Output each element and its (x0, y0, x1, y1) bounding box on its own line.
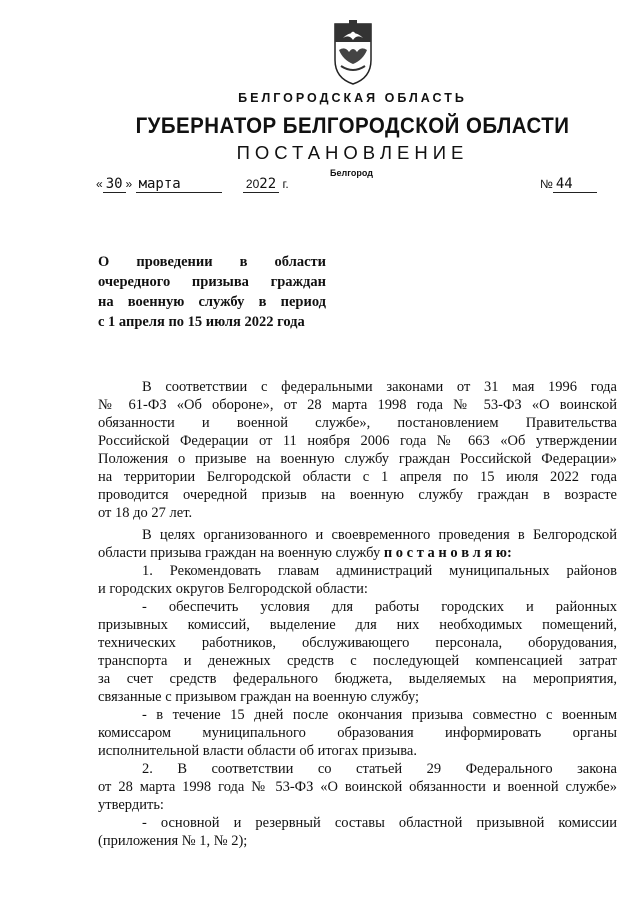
body-line: от 28 марта 1998 года № 53-ФЗ «О воинской обязанности и военной службе» (98, 779, 617, 795)
body-line: обязанности и военной службе», постановлением Правительства (98, 415, 617, 431)
body-line: - в течение 15 дней после окончания призыва совместно с военным (142, 707, 617, 723)
body-line: и городских округов Белгородской области: (98, 581, 368, 597)
document-type-heading: ПОСТАНОВЛЕНИЕ (236, 142, 469, 163)
date-day: 30 (103, 176, 126, 193)
body-line: комиссаром муниципального образования информировать органы (98, 725, 617, 741)
number-label: № (540, 177, 553, 191)
body-line: за счет средств федерального бюджета, выделяемых на мероприятия, (98, 671, 617, 687)
title-line: очередного призыва граждан (98, 274, 326, 290)
body-line: - основной и резервный составы областной призывной комиссии (142, 815, 617, 831)
body-line: Российской Федерации от 11 ноября 2006 года № 663 «Об утверждении (98, 433, 617, 449)
decree-word: п о с т а н о в л я ю: (383, 545, 512, 561)
title-line: с 1 апреля по 15 июля 2022 года (98, 314, 305, 330)
date-year-prefix: 20 (245, 177, 260, 191)
body-line: технических работников, обслуживающего персонала, оборудования, (98, 635, 617, 651)
body-line: 1. Рекомендовать главам администраций муниципальных районов (142, 563, 617, 579)
number-value: 44 (553, 176, 597, 193)
date-quote-open: « (96, 177, 103, 191)
body-line: проводится очередной призыв на военную службу граждан в возрасте (98, 487, 617, 503)
body-line: исполнительной власти области об итогах призыва. (98, 743, 417, 759)
date-quote-close: » (125, 177, 133, 191)
body-line (98, 544, 617, 562)
document-date (96, 176, 289, 193)
document-number (540, 176, 597, 193)
body-line: В целях организованного и своевременного проведения в Белгородской (142, 527, 617, 543)
body-line: (приложения № 1, № 2); (98, 833, 248, 849)
governor-heading: ГУБЕРНАТОР БЕЛГОРОДСКОЙ ОБЛАСТИ (135, 113, 570, 138)
date-year-suffix: 22 (259, 176, 277, 192)
body-line: утвердить: (98, 797, 164, 813)
body-line: - обеспечить условия для работы городских и районных (142, 599, 617, 615)
body-line: транспорта и денежных средств с последующей компенсацией затрат (98, 653, 617, 669)
body-line: связанные с призывом граждан на военную службу; (98, 689, 420, 705)
body-line: Положения о призыве на военную службу граждан Российской Федерации» (98, 451, 617, 467)
body-line: призывных комиссий, выделение для них необходимых помещений, (98, 617, 617, 633)
document-body (98, 378, 617, 850)
document-title (98, 252, 326, 332)
coat-of-arms-emblem (331, 20, 375, 86)
body-line: № 61-ФЗ «Об обороне», от 28 марта 1998 года № 53-ФЗ «О воинской (98, 397, 617, 413)
date-month: марта (136, 176, 222, 193)
date-year-end: г. (282, 177, 289, 191)
title-line: О проведении в области (98, 254, 326, 270)
body-line: 2. В соответствии со статьей 29 Федерального закона (142, 761, 617, 777)
title-line: на военную службу в период (98, 294, 326, 310)
region-heading: БЕЛГОРОДСКАЯ ОБЛАСТЬ (238, 91, 467, 105)
city-label: Белгород (330, 168, 373, 178)
body-line: В соответствии с федеральными законами от 31 мая 1996 года (142, 379, 617, 395)
body-line: от 18 до 27 лет. (98, 505, 193, 521)
body-line: на территории Белгородской области с 1 апреля по 15 июля 2022 года (98, 469, 617, 485)
body-line-text: области призыва граждан на военную службу (98, 545, 381, 561)
